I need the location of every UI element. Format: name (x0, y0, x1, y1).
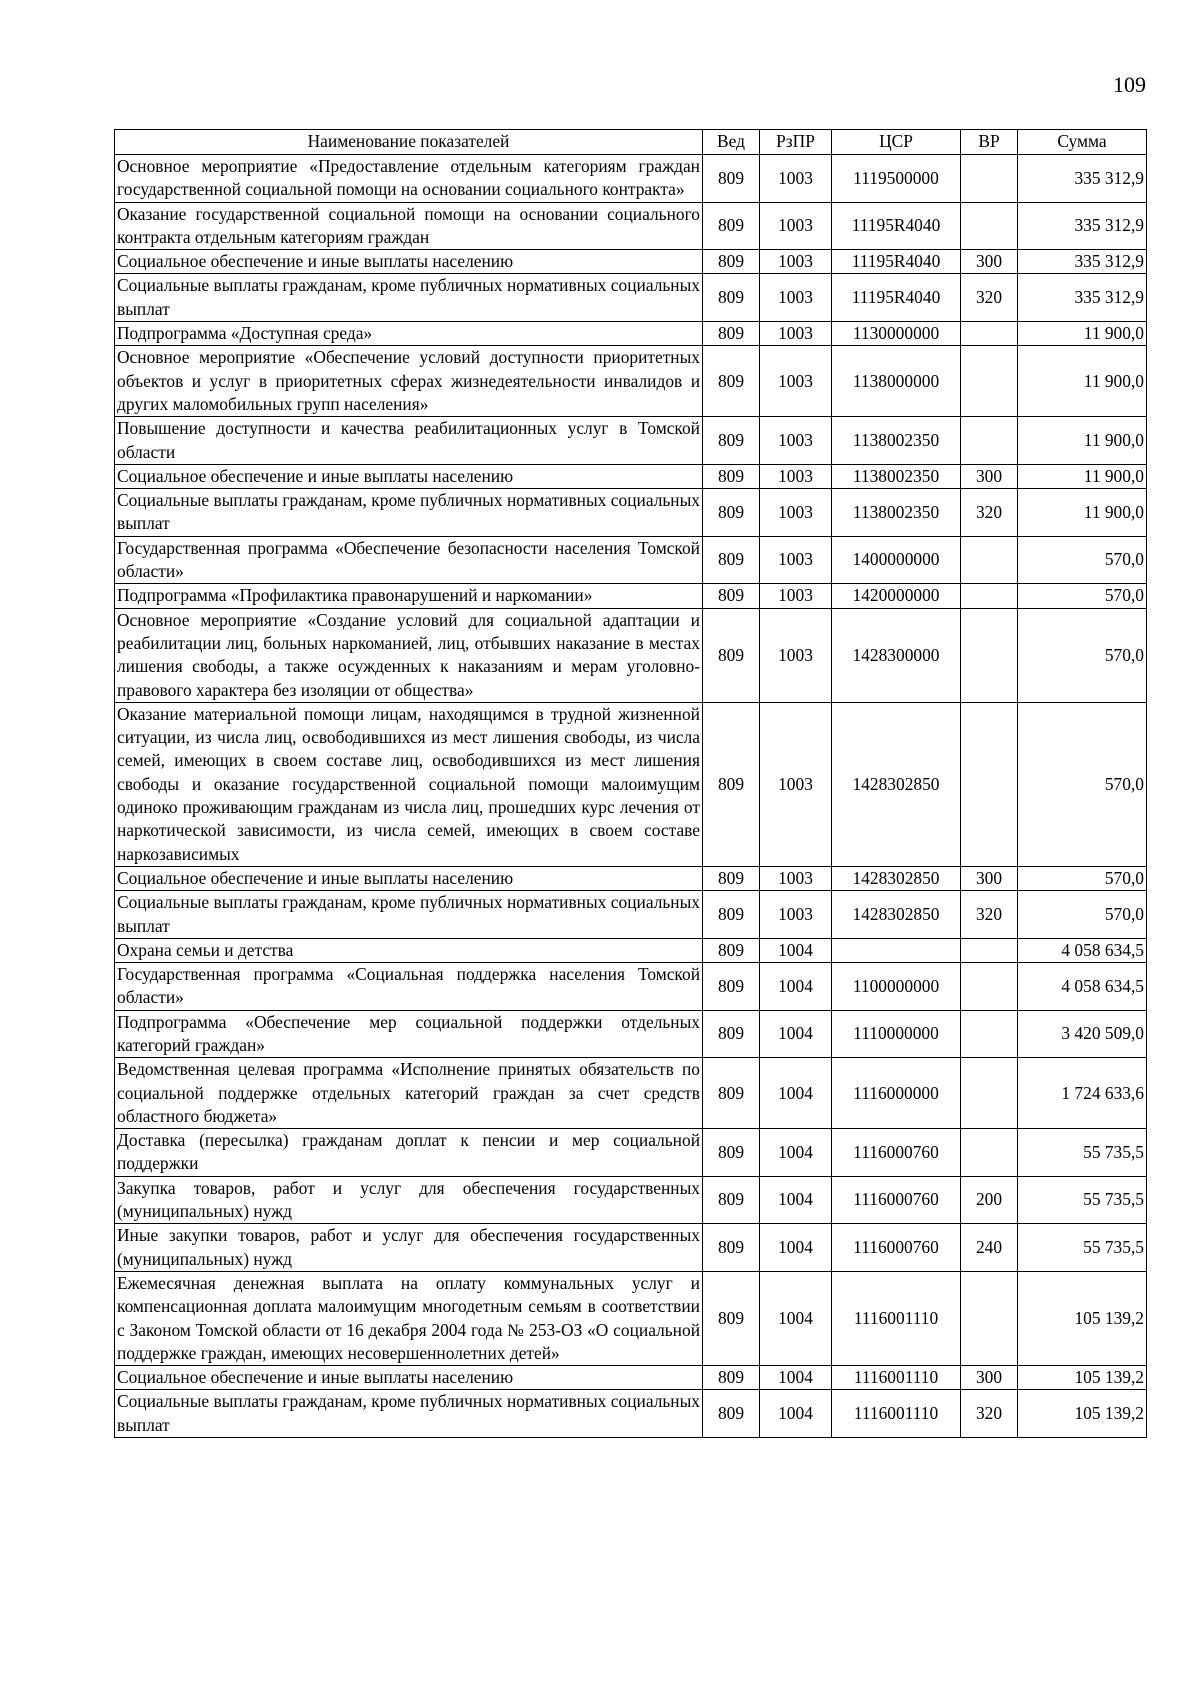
cell-vr (961, 1010, 1018, 1058)
cell-name: Основное мероприятие «Обеспечение условий доступности приоритетных объектов и услуг в приоритетных сферах жизнедеятельности инвалидов и других маломобильных групп населения» (115, 346, 703, 417)
cell-ved: 809 (703, 1366, 760, 1390)
cell-sum: 570,0 (1018, 866, 1147, 890)
cell-ved: 809 (703, 1058, 760, 1129)
header-csr: ЦСР (832, 130, 961, 155)
cell-csr: 1138002350 (832, 417, 961, 465)
table-row (115, 1058, 1147, 1129)
cell-sum: 55 735,5 (1018, 1224, 1147, 1272)
cell-rzpr: 1003 (760, 202, 832, 250)
cell-csr: 1428300000 (832, 608, 961, 702)
cell-csr: 1420000000 (832, 584, 961, 608)
cell-ved: 809 (703, 250, 760, 274)
cell-sum: 105 139,2 (1018, 1366, 1147, 1390)
cell-csr: 11195R4040 (832, 250, 961, 274)
cell-rzpr: 1003 (760, 155, 832, 203)
cell-rzpr: 1004 (760, 1176, 832, 1224)
cell-rzpr: 1003 (760, 536, 832, 584)
cell-vr (961, 702, 1018, 866)
table-row (115, 1010, 1147, 1058)
cell-vr (961, 346, 1018, 417)
cell-csr: 1116000760 (832, 1224, 961, 1272)
cell-csr: 1116000760 (832, 1176, 961, 1224)
table-row (115, 346, 1147, 417)
cell-sum: 11 900,0 (1018, 322, 1147, 346)
cell-sum: 11 900,0 (1018, 464, 1147, 488)
cell-csr: 1110000000 (832, 1010, 961, 1058)
cell-ved: 809 (703, 1390, 760, 1438)
cell-sum: 335 312,9 (1018, 155, 1147, 203)
cell-vr (961, 938, 1018, 962)
cell-sum: 55 735,5 (1018, 1176, 1147, 1224)
cell-rzpr: 1003 (760, 891, 832, 939)
cell-name: Ведомственная целевая программа «Исполнение принятых обязательств по социальной поддержке отдельных категорий граждан за счет средств областного бюджета» (115, 1058, 703, 1129)
cell-name: Социальное обеспечение и иные выплаты населению (115, 866, 703, 890)
cell-vr: 300 (961, 250, 1018, 274)
table-body (115, 155, 1147, 1438)
cell-name: Охрана семьи и детства (115, 938, 703, 962)
cell-csr: 1116001110 (832, 1390, 961, 1438)
cell-sum: 11 900,0 (1018, 417, 1147, 465)
header-ved: Вед (703, 130, 760, 155)
cell-sum: 105 139,2 (1018, 1390, 1147, 1438)
cell-name: Государственная программа «Социальная поддержка населения Томской области» (115, 963, 703, 1011)
cell-vr (961, 155, 1018, 203)
cell-csr (832, 938, 961, 962)
cell-rzpr: 1003 (760, 346, 832, 417)
cell-name: Оказание государственной социальной помощи на основании социального контракта отдельным категориям граждан (115, 202, 703, 250)
cell-csr: 11195R4040 (832, 202, 961, 250)
cell-name: Социальное обеспечение и иные выплаты населению (115, 1366, 703, 1390)
header-name: Наименование показателей (115, 130, 703, 155)
table-row (115, 702, 1147, 866)
cell-name: Социальное обеспечение и иные выплаты населению (115, 464, 703, 488)
cell-vr (961, 536, 1018, 584)
cell-vr (961, 322, 1018, 346)
cell-sum: 4 058 634,5 (1018, 963, 1147, 1011)
cell-csr: 1428302850 (832, 891, 961, 939)
cell-name: Социальные выплаты гражданам, кроме публичных нормативных социальных выплат (115, 891, 703, 939)
table-row (115, 608, 1147, 702)
cell-ved: 809 (703, 536, 760, 584)
cell-sum: 570,0 (1018, 536, 1147, 584)
table-row (115, 938, 1147, 962)
cell-name: Основное мероприятие «Создание условий для социальной адаптации и реабилитации лиц, больных наркоманией, лиц, отбывших наказание в местах лишения свободы, а также осужденных к наказаниям и мерам уголовно-правового характера без изоляции от общества» (115, 608, 703, 702)
cell-ved: 809 (703, 866, 760, 890)
cell-csr: 1138000000 (832, 346, 961, 417)
cell-vr: 320 (961, 274, 1018, 322)
cell-name: Основное мероприятие «Предоставление отдельным категориям граждан государственной социальной помощи на основании социального контракта» (115, 155, 703, 203)
cell-name: Закупка товаров, работ и услуг для обеспечения государственных (муниципальных) нужд (115, 1176, 703, 1224)
cell-sum: 11 900,0 (1018, 346, 1147, 417)
cell-sum: 335 312,9 (1018, 274, 1147, 322)
cell-ved: 809 (703, 155, 760, 203)
cell-sum: 11 900,0 (1018, 489, 1147, 537)
cell-ved: 809 (703, 464, 760, 488)
cell-rzpr: 1003 (760, 702, 832, 866)
cell-rzpr: 1003 (760, 250, 832, 274)
cell-sum: 105 139,2 (1018, 1271, 1147, 1365)
cell-sum: 570,0 (1018, 702, 1147, 866)
cell-vr (961, 608, 1018, 702)
cell-vr: 300 (961, 866, 1018, 890)
cell-rzpr: 1003 (760, 584, 832, 608)
cell-name: Социальное обеспечение и иные выплаты населению (115, 250, 703, 274)
table-row (115, 1390, 1147, 1438)
cell-csr: 1100000000 (832, 963, 961, 1011)
cell-rzpr: 1003 (760, 464, 832, 488)
cell-name: Ежемесячная денежная выплата на оплату коммунальных услуг и компенсационная доплата малоимущим многодетным семьям в соответствии с Законом Томской области от 16 декабря 2004 года № 253-ОЗ «О социальной поддержке граждан, имеющих несовершеннолетних детей» (115, 1271, 703, 1365)
cell-csr: 1119500000 (832, 155, 961, 203)
cell-rzpr: 1004 (760, 1129, 832, 1177)
cell-vr (961, 417, 1018, 465)
cell-vr: 300 (961, 464, 1018, 488)
cell-sum: 55 735,5 (1018, 1129, 1147, 1177)
cell-ved: 809 (703, 1010, 760, 1058)
cell-name: Подпрограмма «Обеспечение мер социальной поддержки отдельных категорий граждан» (115, 1010, 703, 1058)
table-row (115, 1271, 1147, 1365)
cell-vr: 200 (961, 1176, 1018, 1224)
cell-csr: 1428302850 (832, 866, 961, 890)
cell-ved: 809 (703, 963, 760, 1011)
cell-name: Социальные выплаты гражданам, кроме публичных нормативных социальных выплат (115, 1390, 703, 1438)
cell-vr (961, 1129, 1018, 1177)
cell-csr: 1138002350 (832, 489, 961, 537)
table-row (115, 1224, 1147, 1272)
cell-ved: 809 (703, 1271, 760, 1365)
table-row (115, 963, 1147, 1011)
cell-vr: 300 (961, 1366, 1018, 1390)
cell-vr (961, 963, 1018, 1011)
cell-sum: 1 724 633,6 (1018, 1058, 1147, 1129)
cell-vr: 320 (961, 1390, 1018, 1438)
cell-rzpr: 1003 (760, 608, 832, 702)
cell-name: Оказание материальной помощи лицам, находящимся в трудной жизненной ситуации, из числа лиц, освободившихся из мест лишения свободы, из числа семей, имеющих в своем составе лиц, освободившихся из мест лишения свободы и оказание государственной социальной помощи малоимущим одиноко проживающим гражданам из числа лиц, прошедших курс лечения от наркотической зависимости, из числа семей, имеющих в своем составе наркозависимых (115, 702, 703, 866)
cell-csr: 1138002350 (832, 464, 961, 488)
table-row (115, 417, 1147, 465)
cell-ved: 809 (703, 489, 760, 537)
cell-name: Иные закупки товаров, работ и услуг для обеспечения государственных (муниципальных) нужд (115, 1224, 703, 1272)
cell-ved: 809 (703, 891, 760, 939)
cell-sum: 335 312,9 (1018, 202, 1147, 250)
cell-ved: 809 (703, 202, 760, 250)
cell-rzpr: 1004 (760, 1366, 832, 1390)
cell-csr: 1116001110 (832, 1271, 961, 1365)
budget-table (114, 129, 1147, 1438)
cell-sum: 570,0 (1018, 608, 1147, 702)
cell-name: Доставка (пересылка) гражданам доплат к пенсии и мер социальной поддержки (115, 1129, 703, 1177)
cell-ved: 809 (703, 346, 760, 417)
table-row (115, 274, 1147, 322)
header-row (115, 130, 1147, 155)
cell-rzpr: 1003 (760, 274, 832, 322)
cell-rzpr: 1004 (760, 963, 832, 1011)
cell-rzpr: 1004 (760, 1271, 832, 1365)
cell-vr (961, 584, 1018, 608)
cell-vr: 320 (961, 489, 1018, 537)
cell-rzpr: 1003 (760, 489, 832, 537)
cell-ved: 809 (703, 702, 760, 866)
table-row (115, 322, 1147, 346)
table-row (115, 1176, 1147, 1224)
cell-csr: 1400000000 (832, 536, 961, 584)
cell-rzpr: 1004 (760, 1390, 832, 1438)
table-row (115, 1366, 1147, 1390)
cell-rzpr: 1003 (760, 322, 832, 346)
cell-csr: 11195R4040 (832, 274, 961, 322)
cell-rzpr: 1003 (760, 866, 832, 890)
cell-vr: 240 (961, 1224, 1018, 1272)
cell-vr (961, 202, 1018, 250)
cell-csr: 1116001110 (832, 1366, 961, 1390)
cell-sum: 570,0 (1018, 584, 1147, 608)
cell-ved: 809 (703, 1129, 760, 1177)
cell-sum: 3 420 509,0 (1018, 1010, 1147, 1058)
cell-sum: 4 058 634,5 (1018, 938, 1147, 962)
cell-sum: 335 312,9 (1018, 250, 1147, 274)
table-row (115, 464, 1147, 488)
cell-ved: 809 (703, 938, 760, 962)
cell-vr (961, 1058, 1018, 1129)
table-row (115, 536, 1147, 584)
header-rzpr: РзПР (760, 130, 832, 155)
table-row (115, 1129, 1147, 1177)
cell-ved: 809 (703, 584, 760, 608)
table-row (115, 489, 1147, 537)
cell-rzpr: 1004 (760, 1224, 832, 1272)
table-row (115, 250, 1147, 274)
cell-ved: 809 (703, 1176, 760, 1224)
cell-csr: 1428302850 (832, 702, 961, 866)
table-row (115, 202, 1147, 250)
cell-ved: 809 (703, 1224, 760, 1272)
page-number: 109 (1113, 72, 1146, 97)
cell-name: Социальные выплаты гражданам, кроме публичных нормативных социальных выплат (115, 489, 703, 537)
cell-sum: 570,0 (1018, 891, 1147, 939)
cell-csr: 1116000760 (832, 1129, 961, 1177)
cell-ved: 809 (703, 417, 760, 465)
cell-ved: 809 (703, 322, 760, 346)
table-row (115, 584, 1147, 608)
table-header (115, 130, 1147, 155)
cell-name: Подпрограмма «Доступная среда» (115, 322, 703, 346)
cell-rzpr: 1004 (760, 1010, 832, 1058)
table-row (115, 891, 1147, 939)
cell-rzpr: 1004 (760, 1058, 832, 1129)
cell-csr: 1130000000 (832, 322, 961, 346)
cell-rzpr: 1003 (760, 417, 832, 465)
cell-vr (961, 1271, 1018, 1365)
table-row (115, 866, 1147, 890)
cell-ved: 809 (703, 608, 760, 702)
header-vr: ВР (961, 130, 1018, 155)
header-sum: Сумма (1018, 130, 1147, 155)
cell-vr: 320 (961, 891, 1018, 939)
table-row (115, 155, 1147, 203)
cell-ved: 809 (703, 274, 760, 322)
cell-name: Государственная программа «Обеспечение безопасности населения Томской области» (115, 536, 703, 584)
cell-csr: 1116000000 (832, 1058, 961, 1129)
cell-name: Повышение доступности и качества реабилитационных услуг в Томской области (115, 417, 703, 465)
cell-rzpr: 1004 (760, 938, 832, 962)
cell-name: Социальные выплаты гражданам, кроме публичных нормативных социальных выплат (115, 274, 703, 322)
cell-name: Подпрограмма «Профилактика правонарушений и наркомании» (115, 584, 703, 608)
